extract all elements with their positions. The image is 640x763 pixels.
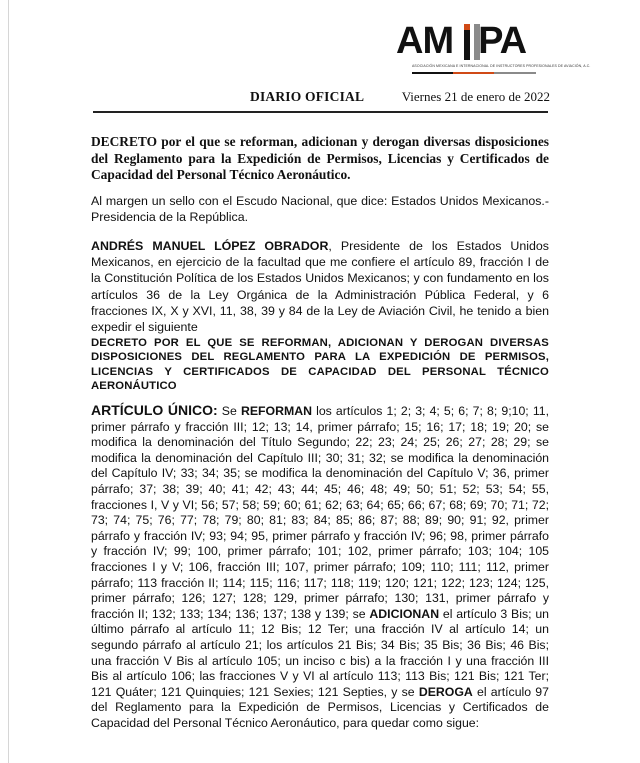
- decree-title: DECRETO POR EL QUE SE REFORMAN, ADICIONAN Y DEROGAN DIVERSAS DISPOSICIONES DEL REGLAMENTO PARA LA EXPEDICIÓN DE PERMISOS, LICENCIAS Y CERTIFICADOS DE CAPACIDAD DEL PERSONAL TÉCNICO AERONÁUTICO: [91, 337, 549, 393]
- journal-title: DIARIO OFICIAL: [250, 89, 365, 104]
- article-text-3: el artículo 97 del Reglamento para la Expedición de Permisos, Licencias y Certificados de Capacidad del Personal Técnico Aeronáutico, para quedar como sigue:: [91, 684, 549, 730]
- article-text-2: el artículo 3 Bis; un último párrafo al artículo 11; 12 Bis; 12 Ter; una fracción IV al artículo 14; un segundo párrafo al artículo 21; los artículos 21 Bis; 34 Bis; 35 Bis; 36 Bis; 46 Bis; una fracción V Bis al artículo 105; un inciso c bis) a la fracción I y una fracción III Bis al artículo 106; las fracciones V y VI al artículo 113; 113 Bis; 121 Bis; 121 Ter; 121 Quáter; 121 Quinquies; 121 Sexies; 121 Septies, y se: [91, 606, 550, 699]
- article-text-1: los artículos 1; 2; 3; 4; 5; 6; 7; 8; 9;10; 11, primer párrafo y fracción III; 12; 13; 14, primer párrafo; 15; 16; 17; 18; 19; 20; se modifica la denominación del Título Segundo; 22; 23; 24; 25; 26; 27; 28; 29; se modifica la denominación del Capítulo III; 30; 31; 32; se modifica la denominación del Capítulo IV; 33; 34; 35; se modifica la denominación del Capítulo V; 36, primer párrafo; 37; 38; 39; 40; 41; 42; 43; 44; 45; 46; 48; 49; 50; 51; 52; 53; 54; 55, fracciones I, V y VI; 56; 57; 58; 59; 60; 61; 62; 63; 64; 65; 66; 67; 68; 69; 70; 71; 72; 73; 74; 75; 76; 77; 78; 79; 80; 81; 83; 84; 85; 86; 87; 88; 89; 90; 91; 92, primer párrafo y fracción IV; 93; 94; 95, primer párrafo y fracción IV; 96; 98, primer párrafo y fracción IV; 99; 100, primer párrafo; 101; 102, primer párrafo; 103; 104; 105 fracciones I y V; 106, fracción III; 107, primer párrafo; 109; 110; 111; 112, primer párrafo; 113 fracción II; 114; 115; 116; 117; 118; 119; 120; 121; 122; 123; 124; 125, primer párrafo; 126; 127; 128; 129, primer párrafo; 130; 131, primer párrafo y fracción II; 132; 133; 134; 136; 137; 138 y 139; se: [91, 404, 549, 621]
- header-rule: [93, 111, 548, 113]
- decree-heading: DECRETO por el que se reforman, adicionan y derogan diversas disposiciones del Reglamento para la Expedición de Permisos, Licencias y Certificados de Capacidad del Personal Técnico Aeronáutico.: [91, 134, 549, 183]
- amiipa-logo: [396, 18, 591, 74]
- logo-tagline: ASOCIACIÓN MEXICANA E INTERNACIONAL DE INSTRUCTORES PROFESIONALES DE AVIACIÓN, A.C.: [412, 64, 591, 68]
- president-name: ANDRÉS MANUEL LÓPEZ OBRADOR: [91, 239, 329, 253]
- president-paragraph: [91, 238, 549, 335]
- keyword-deroga: DEROGA: [418, 684, 473, 699]
- president-text: , Presidente de los Estados Unidos Mexicanos, en ejercicio de la facultad que me confiere el artículo 89, fracción I de la Constitución Política de los Estados Unidos Mexicanos; y con fundamento en los artículos 36 de la Ley Orgánica de la Administración Pública Federal, y 6 fracciones IX, X y XVI, 11, 38, 39 y 84 de la Ley de Aviación Civil, he tenido a bien expedir el siguiente: [91, 239, 550, 335]
- article-unico: [91, 403, 549, 731]
- publication-date: Viernes 21 de enero de 2022: [401, 89, 550, 104]
- keyword-adicionan: ADICIONAN: [369, 606, 440, 621]
- page-edge: [8, 0, 9, 763]
- article-lead: ARTÍCULO ÚNICO:: [91, 402, 218, 418]
- seal-note: Al margen un sello con el Escudo Nacional, que dice: Estados Unidos Mexicanos.- Presidencia de la República.: [91, 194, 549, 225]
- logo-wordmark: AM PA: [396, 20, 527, 62]
- article-pre: Se: [217, 404, 241, 418]
- journal-header: [250, 89, 550, 107]
- keyword-reforman: REFORMAN: [240, 404, 312, 418]
- logo-stripe: [412, 72, 536, 74]
